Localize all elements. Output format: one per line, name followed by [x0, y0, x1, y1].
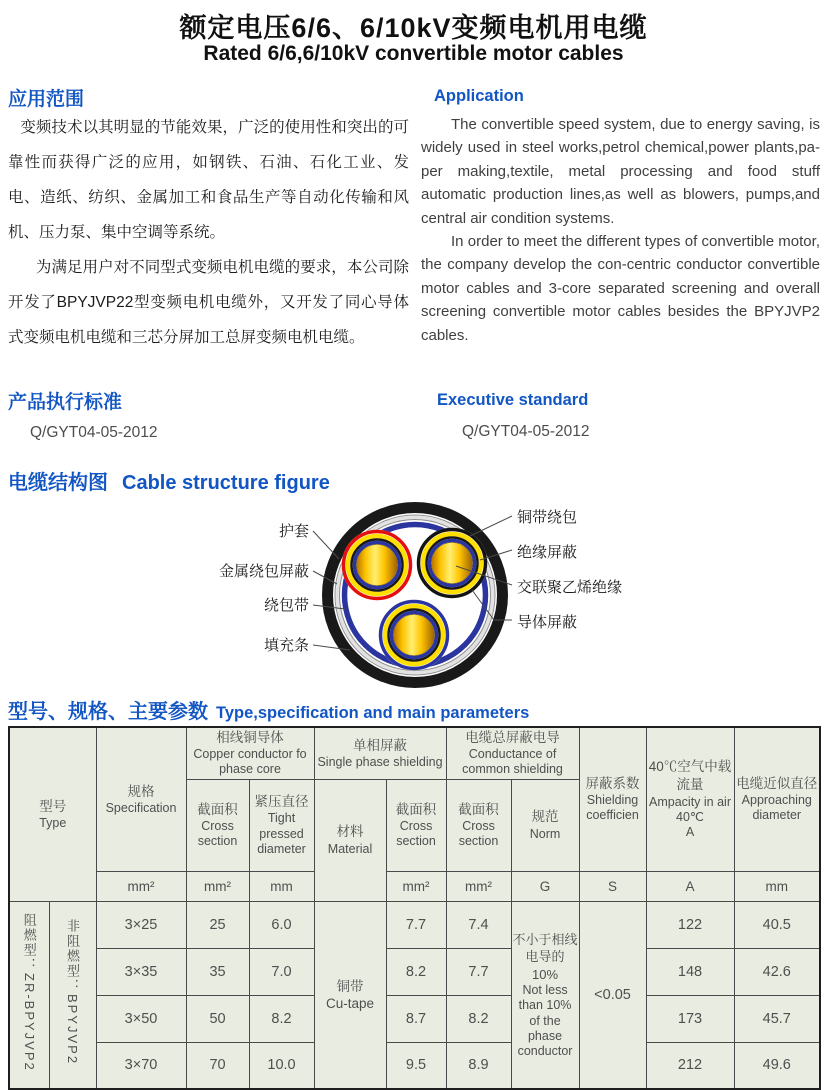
- application-paragraph-zh-2: 为满足用户对不同型式变频电机电缆的要求，本公司除开发了BPYJVP22型变频电机电缆外，又开发了同心导体式变频电机电缆和三芯分屏加工总屏变频电机电缆。: [8, 259, 409, 346]
- cell-cross-0: 25: [186, 901, 249, 948]
- th-diameter-zh: 电缆近似直径: [736, 776, 818, 791]
- cell-norm-zh: 不小于相线电导的10%: [512, 931, 578, 982]
- cell-cross-3: 70: [186, 1042, 249, 1089]
- cell-common-0: 7.4: [446, 901, 511, 948]
- page-title-zh: 额定电压6/6、6/10kV变频电机用电缆: [179, 13, 648, 43]
- th-cross3-zh: 截面积: [458, 801, 499, 817]
- type-cell-non-flame-retardant-text: 非阻燃型：BPYJVP2: [65, 919, 80, 1066]
- th-tight-zh: 紧压直径: [254, 794, 309, 810]
- label-insulation-shield: 绝缘屏蔽: [517, 544, 578, 561]
- th-spec-en: Specification: [105, 800, 177, 815]
- cell-amp-0: 122: [646, 901, 734, 948]
- th-cross1-zh: 截面积: [197, 801, 238, 817]
- cell-dia-2: 45.7: [734, 995, 820, 1042]
- cell-spec-2: 3×50: [96, 995, 186, 1042]
- core-black: [417, 528, 488, 599]
- standard-heading-en: Executive standard: [437, 391, 589, 409]
- th-cross2-zh: 截面积: [395, 801, 437, 817]
- th-ampacity: [646, 727, 734, 871]
- application-text-en: [421, 113, 820, 347]
- cell-amp-2: 173: [646, 995, 734, 1042]
- label-filler: 填充条: [263, 637, 309, 654]
- cell-cross-2: 50: [186, 995, 249, 1042]
- core-red: [342, 530, 413, 601]
- th-cross3-en: Cross section: [458, 819, 499, 849]
- th-diameter-en: Approaching diameter: [741, 793, 812, 823]
- label-xlpe-insulation: 交联聚乙烯绝缘: [517, 579, 623, 596]
- unit-cross2: mm²: [386, 871, 446, 901]
- th-ampacity-zh: 40℃空气中载流量: [648, 759, 732, 793]
- th-type: [9, 727, 96, 901]
- th-material: [314, 779, 386, 901]
- th-norm: [511, 779, 579, 871]
- page-title-en: Rated 6/6,6/10kV convertible motor cables: [203, 42, 624, 65]
- cell-common-2: 8.2: [446, 995, 511, 1042]
- cell-amp-1: 148: [646, 948, 734, 995]
- th-cross2-en: Cross section: [396, 819, 436, 849]
- figure-heading-en: Cable structure figure: [122, 472, 330, 494]
- th-norm-zh: 规范: [531, 809, 559, 825]
- th-material-en: Material: [327, 841, 373, 856]
- th-spec: [96, 727, 186, 871]
- standard-heading-zh: 产品执行标准: [8, 392, 123, 413]
- th-group-single-en: Single phase shielding: [317, 754, 443, 769]
- th-shield-en: Shielding coefficien: [586, 793, 639, 823]
- th-group-conductor-zh: 相线铜导体: [216, 730, 284, 745]
- label-metal-wrap-shield: 金属绕包屏蔽: [218, 563, 309, 580]
- cell-tight-1: 7.0: [249, 948, 314, 995]
- figure-heading-zh: 电缆结构图: [8, 472, 108, 494]
- unit-cross1: mm²: [186, 871, 249, 901]
- cell-norm: [511, 901, 579, 1089]
- unit-shield: S: [579, 871, 646, 901]
- cell-dia-0: 40.5: [734, 901, 820, 948]
- th-cross2: [386, 779, 446, 871]
- label-conductor-shield: 导体屏蔽: [517, 614, 578, 631]
- parameters-table: [8, 726, 821, 1090]
- core-blue: [379, 600, 450, 671]
- th-shield-zh: 屏蔽系数: [585, 776, 640, 791]
- label-copper-tape-wrap: 铜带绕包: [517, 509, 578, 526]
- th-type-en: Type: [39, 815, 67, 830]
- unit-amp: A: [646, 871, 734, 901]
- cell-dia-1: 42.6: [734, 948, 820, 995]
- type-cell-flame-retardant-text: 阻燃型：ZR-BPYJVP2: [21, 913, 37, 1072]
- cell-single-2: 8.7: [386, 995, 446, 1042]
- cell-material-zh: 铜带: [336, 978, 364, 994]
- cell-material-en: Cu-tape: [326, 995, 375, 1011]
- th-cross1-en: Cross section: [197, 819, 238, 849]
- standard-value-en: Q/GYT04-05-2012: [462, 423, 590, 440]
- cell-tight-3: 10.0: [249, 1042, 314, 1089]
- th-group-single: [314, 727, 446, 779]
- unit-cross3: mm²: [446, 871, 511, 901]
- unit-spec: mm²: [96, 871, 186, 901]
- th-type-zh: 型号: [39, 798, 67, 814]
- th-shield-coefficient: [579, 727, 646, 871]
- th-group-conductor-en: Copper conductor fo phase core: [193, 747, 307, 777]
- application-paragraph-en-1: The convertible speed system, due to energy saving, is widely used in steel works,petrol chemical,power plants,pa-per making,textile, metal processing and food stuff automatic production lines,as well as blowers, pumps,and central air condition systems.: [421, 116, 820, 227]
- figure-heading: [8, 466, 330, 495]
- application-heading-zh: 应用范围: [8, 89, 85, 110]
- th-group-conductor: [186, 727, 314, 779]
- th-group-single-zh: 单相屏蔽: [353, 737, 408, 753]
- cell-cross-1: 35: [186, 948, 249, 995]
- cell-single-0: 7.7: [386, 901, 446, 948]
- th-cross3: [446, 779, 511, 871]
- th-ampacity-en: Ampacity in air 40℃: [649, 794, 731, 824]
- cell-single-3: 9.5: [386, 1042, 446, 1089]
- cell-single-1: 8.2: [386, 948, 446, 995]
- type-cell-non-flame-retardant: [49, 901, 96, 1089]
- th-ampacity-en2: A: [685, 825, 695, 840]
- parameters-heading: [8, 695, 529, 724]
- th-tight-en: Tight pressed diameter: [257, 811, 306, 856]
- cell-spec-0: 3×25: [96, 901, 186, 948]
- th-group-common-en: Conductance of common shielding: [462, 747, 563, 777]
- unit-tight: mm: [249, 871, 314, 901]
- cell-tight-2: 8.2: [249, 995, 314, 1042]
- th-group-common: [446, 727, 579, 779]
- cell-dia-3: 49.6: [734, 1042, 820, 1089]
- cell-amp-3: 212: [646, 1042, 734, 1089]
- unit-dia: mm: [734, 871, 820, 901]
- cell-tight-0: 6.0: [249, 901, 314, 948]
- th-norm-en: Norm: [529, 826, 561, 841]
- type-cell-flame-retardant: [9, 901, 49, 1089]
- cell-shield-coefficient: <0.05: [579, 901, 646, 1089]
- cable-structure-diagram: [0, 498, 827, 696]
- th-tight: [249, 779, 314, 871]
- cell-common-3: 8.9: [446, 1042, 511, 1089]
- label-sheath: 护套: [278, 523, 309, 540]
- th-cross1: [186, 779, 249, 871]
- application-heading-en: Application: [434, 87, 524, 105]
- cell-spec-1: 3×35: [96, 948, 186, 995]
- parameters-heading-zh: 型号、规格、主要参数: [8, 701, 208, 723]
- th-material-zh: 材料: [336, 824, 364, 840]
- application-paragraph-en-2: In order to meet the different types of convertible motor, the company develop the con-centric conductor convertible motor cables and 3-core separated screening and overall screening convertible motor cables besides the BPYJVP2 cables.: [421, 233, 820, 344]
- cell-norm-en: Not less than 10% of the phase conductor: [517, 983, 573, 1059]
- label-wrapping-tape: 绕包带: [263, 597, 309, 614]
- th-diameter: [734, 727, 820, 871]
- th-group-common-zh: 电缆总屏蔽电导: [465, 730, 560, 745]
- cell-material: [314, 901, 386, 1089]
- standard-value-zh: Q/GYT04-05-2012: [30, 424, 158, 441]
- parameters-heading-en: Type,specification and main parameters: [216, 704, 530, 722]
- application-text-zh: [8, 110, 409, 355]
- th-spec-zh: 规格: [127, 783, 155, 799]
- cell-spec-3: 3×70: [96, 1042, 186, 1089]
- cell-common-1: 7.7: [446, 948, 511, 995]
- unit-norm: G: [511, 871, 579, 901]
- application-paragraph-zh-1: 变频技术以其明显的节能效果，广泛的使用性和突出的可靠性而获得广泛的应用，如钢铁、石油、石化工业、发电、造纸、纺织、金属加工和食品生产等自动化传输和风机、压力泵、集中空调等系统。: [8, 119, 409, 241]
